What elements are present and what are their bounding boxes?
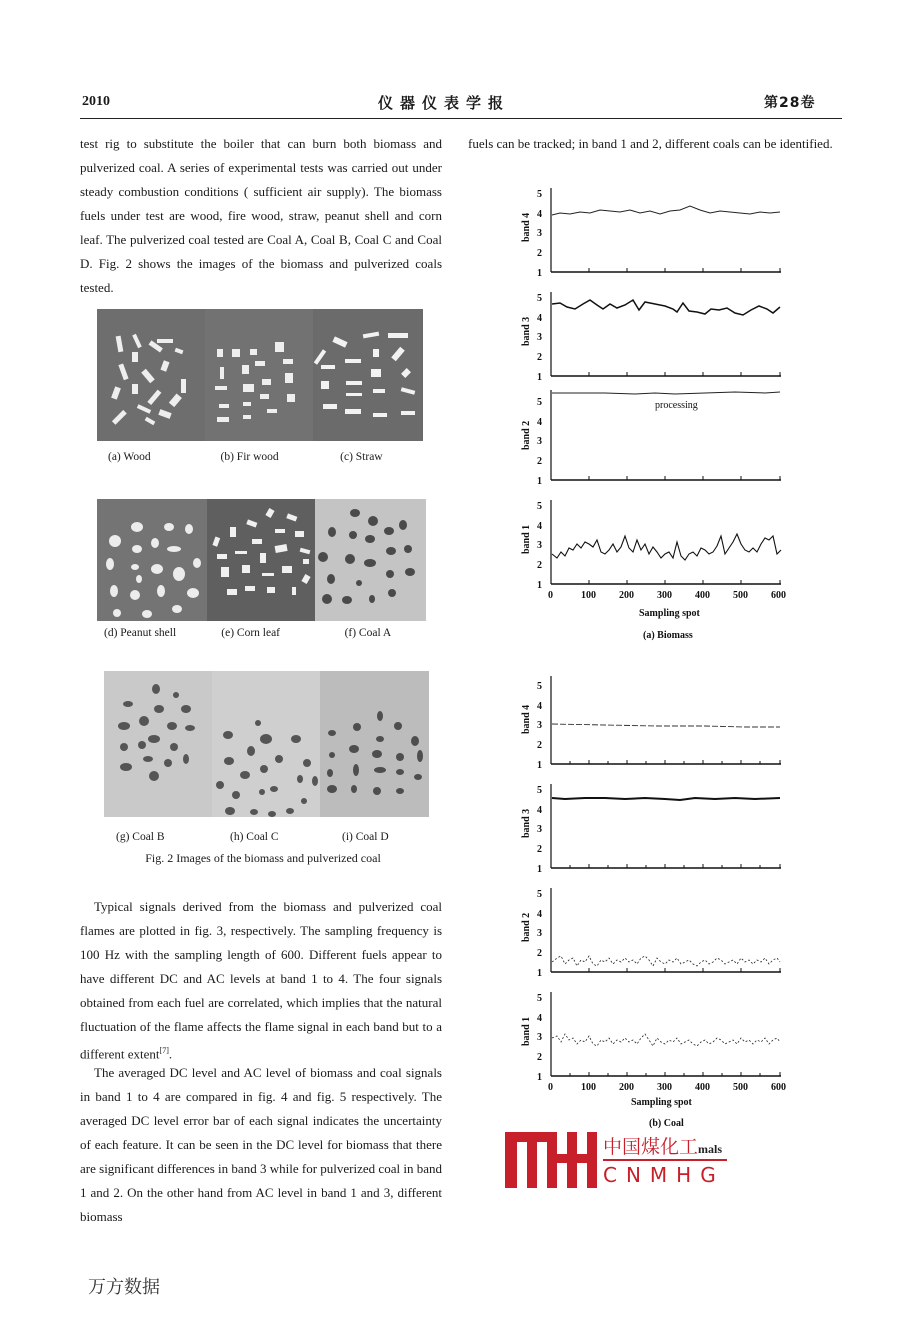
svg-text:600: 600 [771, 590, 786, 601]
svg-text:4: 4 [537, 701, 542, 712]
paragraph-text: test rig to substitute the boiler that can burn both biomass and pulverized coal. A series of experimental tests was carried out under steady combustion conditions ( sufficient air supply). The biomass fuels under test are wood, fire wood, straw, peanut shell and corn leaf. The pulverized coal tested are Coal A, Coal B, Coal C and Coal D. Fig. 2 shows the images of the biomass and pulverized coals tested. [80, 136, 442, 295]
photo-wood [97, 309, 205, 441]
footer-source: 万方数据 [88, 1277, 160, 1298]
svg-text:3: 3 [537, 720, 542, 731]
svg-text:200: 200 [619, 590, 634, 601]
caption-coal-d: (i) Coal D [342, 831, 389, 843]
svg-text:band 2: band 2 [521, 912, 532, 942]
watermark-cn-text: 中国煤化工 [603, 1136, 699, 1158]
body-paragraph-3 [80, 1061, 442, 1229]
photo-coal-c [212, 671, 320, 817]
caption-straw: (c) Straw [340, 451, 383, 463]
svg-text:500: 500 [733, 1082, 748, 1093]
svg-text:4: 4 [537, 909, 542, 920]
x-axis-label: Sampling spot [639, 608, 700, 619]
svg-text:0: 0 [548, 1082, 553, 1093]
watermark-divider [603, 1159, 727, 1161]
svg-text:band 4: band 4 [521, 212, 532, 242]
svg-text:4: 4 [537, 1013, 542, 1024]
svg-text:300: 300 [657, 590, 672, 601]
caption-coal-a: (f) Coal A [344, 627, 392, 639]
watermark-logo [505, 1130, 745, 1190]
svg-text:5: 5 [537, 681, 542, 692]
svg-text:band 3: band 3 [521, 316, 532, 346]
svg-text:0: 0 [548, 590, 553, 601]
svg-text:1: 1 [537, 580, 542, 591]
volume-label: 第28卷 [764, 95, 816, 111]
coal-subcaption: (b) Coal [649, 1118, 684, 1129]
svg-text:2: 2 [537, 1052, 542, 1063]
watermark-suffix: mals [698, 1142, 723, 1156]
svg-text:100: 100 [581, 590, 596, 601]
svg-text:1: 1 [537, 372, 542, 383]
svg-text:4: 4 [537, 313, 542, 324]
x-axis-label: Sampling spot [631, 1097, 692, 1108]
caption-fir-wood: (b) Fir wood [220, 451, 279, 463]
svg-text:band 2: band 2 [521, 420, 532, 450]
photo-coal-a [315, 499, 426, 621]
svg-text:1: 1 [537, 864, 542, 875]
paragraph-text [80, 895, 442, 1066]
biomass-band-4-panel [521, 188, 781, 279]
peanut-shell-particles-icon [97, 499, 207, 621]
figure-2-captions-row-1 [108, 451, 438, 463]
svg-text:4: 4 [537, 805, 542, 816]
biomass-subcaption: (a) Biomass [643, 630, 693, 641]
svg-text:1: 1 [537, 760, 542, 771]
figure-3b-coal-chart [505, 672, 805, 1132]
figure-2-caption: Fig. 2 Images of the biomass and pulverized coal [145, 851, 381, 865]
figure-2-captions-row-2 [104, 627, 434, 639]
svg-text:100: 100 [581, 1082, 596, 1093]
svg-text:3: 3 [537, 824, 542, 835]
svg-text:2: 2 [537, 740, 542, 751]
paragraph-body: Typical signals derived from the biomass and pulverized coal flames are plotted in fig. 3, respectively. The sampling frequency is 100 Hz with the sampling length of 600. Different fuels appear to have different DC and AC levels at band 1 to 4. The four signals obtained from each fuel are correlated, which implies that the natural fluctuation of the flame affects the flame signal in each band but to a different extent [80, 899, 442, 1062]
svg-text:2: 2 [537, 456, 542, 467]
svg-text:3: 3 [537, 1032, 542, 1043]
svg-text:2: 2 [537, 560, 542, 571]
coal-band-4-panel [521, 676, 781, 771]
svg-text:400: 400 [695, 590, 710, 601]
mh-logo-icon [505, 1130, 597, 1188]
svg-text:500: 500 [733, 590, 748, 601]
photo-corn-leaf [207, 499, 315, 621]
svg-text:2: 2 [537, 352, 542, 363]
caption-wood: (a) Wood [108, 451, 151, 463]
body-paragraph-2 [80, 895, 442, 1066]
citation-ref: [7] [159, 1046, 169, 1055]
wood-particles-icon [97, 309, 205, 441]
figure-2-row-1 [97, 309, 423, 441]
svg-text:1: 1 [537, 968, 542, 979]
svg-text:2: 2 [537, 844, 542, 855]
fir-wood-particles-icon [205, 309, 313, 441]
svg-text:1: 1 [537, 476, 542, 487]
photo-straw [313, 309, 423, 441]
coal-a-particles-icon [315, 499, 426, 621]
svg-text:1: 1 [537, 1072, 542, 1083]
watermark-cn-row [603, 1132, 722, 1159]
coal-d-particles-icon [320, 671, 429, 817]
paragraph-end: . [168, 1046, 173, 1062]
figure-2-row-3 [104, 671, 429, 817]
photo-peanut-shell [97, 499, 207, 621]
processing-annotation: processing [655, 400, 698, 411]
caption-corn-leaf: (e) Corn leaf [221, 627, 281, 639]
photo-coal-d [320, 671, 429, 817]
journal-title: 仪器仪表学报 [378, 94, 511, 112]
svg-text:1: 1 [537, 268, 542, 279]
header-rule [80, 118, 842, 119]
svg-text:band 3: band 3 [521, 808, 532, 838]
svg-text:3: 3 [537, 332, 542, 343]
svg-text:3: 3 [537, 228, 542, 239]
svg-text:2: 2 [537, 248, 542, 259]
coal-b-particles-icon [104, 671, 212, 817]
svg-text:2: 2 [537, 948, 542, 959]
header-year: 2010 [82, 94, 110, 109]
photo-fir-wood [205, 309, 313, 441]
coal-c-particles-icon [212, 671, 320, 817]
figure-2-row-2 [97, 499, 426, 621]
svg-text:4: 4 [537, 209, 542, 220]
svg-text:band 1: band 1 [521, 524, 532, 554]
watermark-en-text: CNMHG [603, 1163, 725, 1187]
coal-band-3-panel [521, 784, 781, 875]
svg-text:5: 5 [537, 785, 542, 796]
figure-3a-biomass-chart [505, 180, 805, 660]
corn-leaf-particles-icon [207, 499, 315, 621]
paragraph-text: The averaged DC level and AC level of biomass and coal signals in band 1 to 4 are compared in fig. 4 and fig. 5 respectively. The averaged DC level error bar of each signal indicates the uncertainty of each feature. It can be seen in the DC level for biomass that there are significant differences in band 3 while for pulverized coal in band 1 and 2. On the other hand from AC level in band 1 and 3, different biomass [80, 1065, 442, 1224]
caption-coal-c: (h) Coal C [230, 831, 279, 843]
body-paragraph-right-1 [468, 132, 834, 156]
svg-text:5: 5 [537, 889, 542, 900]
svg-text:600: 600 [771, 1082, 786, 1093]
biomass-band-3-panel [521, 292, 781, 383]
svg-text:5: 5 [537, 501, 542, 512]
svg-text:3: 3 [537, 436, 542, 447]
photo-coal-b [104, 671, 212, 817]
biomass-band-2-panel [521, 390, 781, 487]
svg-text:3: 3 [537, 928, 542, 939]
svg-text:band 4: band 4 [521, 704, 532, 734]
svg-text:400: 400 [695, 1082, 710, 1093]
caption-peanut-shell: (d) Peanut shell [104, 627, 177, 639]
svg-text:5: 5 [537, 397, 542, 408]
svg-text:300: 300 [657, 1082, 672, 1093]
coal-band-1-panel [521, 992, 786, 1129]
svg-text:band 1: band 1 [521, 1016, 532, 1046]
figure-2-captions-row-3 [116, 831, 446, 843]
svg-text:200: 200 [619, 1082, 634, 1093]
svg-text:4: 4 [537, 521, 542, 532]
caption-coal-b: (g) Coal B [116, 831, 165, 843]
svg-text:5: 5 [537, 189, 542, 200]
straw-particles-icon [313, 309, 423, 441]
biomass-band-1-panel [521, 500, 786, 641]
svg-text:5: 5 [537, 993, 542, 1004]
coal-band-2-panel [521, 888, 781, 979]
svg-text:5: 5 [537, 293, 542, 304]
paragraph-text: fuels can be tracked; in band 1 and 2, different coals can be identified. [468, 136, 833, 151]
svg-text:3: 3 [537, 540, 542, 551]
body-paragraph-1 [80, 132, 442, 300]
svg-text:4: 4 [537, 417, 542, 428]
